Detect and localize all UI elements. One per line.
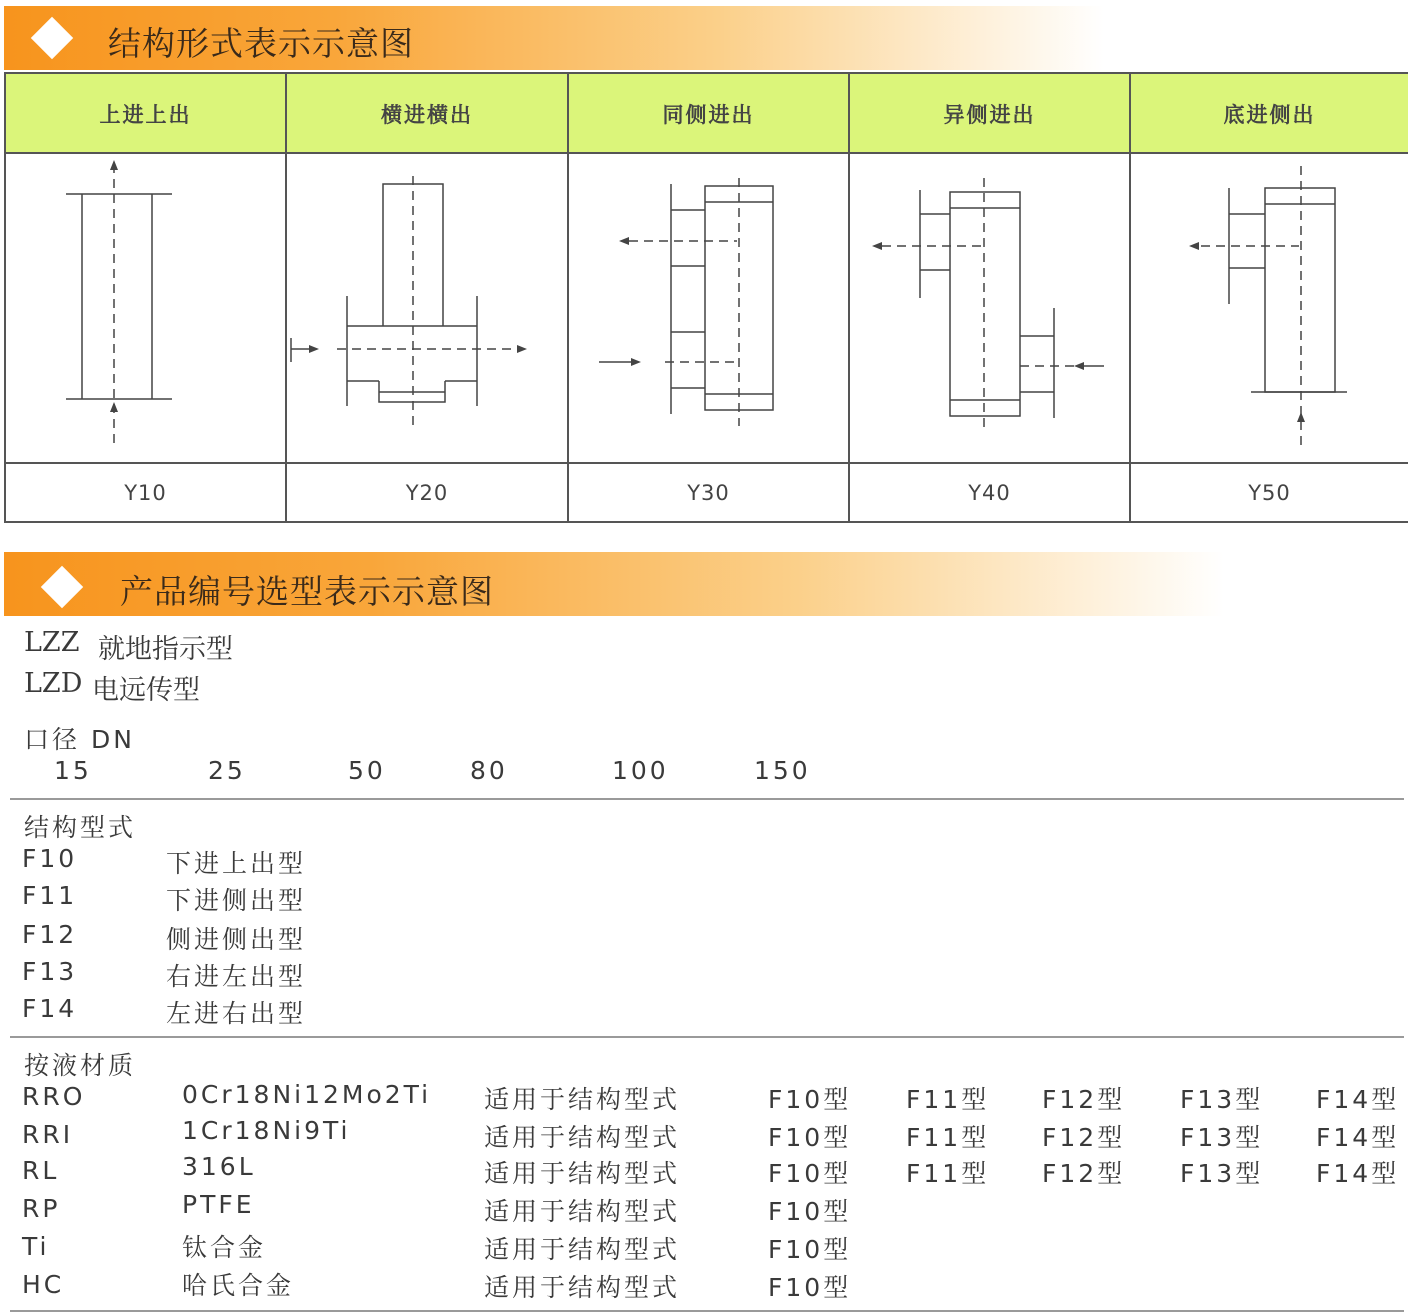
diagram-y30 — [569, 156, 848, 462]
section-banner-selection — [4, 552, 1224, 616]
structure-column-y20 — [287, 74, 569, 521]
type-code: LZZ — [24, 627, 80, 658]
structure-code: Y30 — [569, 462, 848, 522]
structure-column-y40 — [850, 74, 1131, 521]
diameter-value: 80 — [470, 756, 508, 785]
material-label: 按液材质 — [24, 1051, 137, 1080]
type-label: 电远传型 — [92, 675, 200, 706]
diagram-y40 — [850, 156, 1129, 462]
diagram-y20 — [287, 156, 567, 462]
material-name: 哈氏合金 — [182, 1271, 295, 1300]
applicable-type: F10型 — [768, 1159, 852, 1188]
structure-code: F14 — [22, 994, 78, 1023]
column-header: 底进侧出 — [1223, 103, 1316, 127]
column-header: 横进横出 — [381, 103, 473, 127]
applicable-type: F13型 — [1180, 1159, 1264, 1188]
applicable-type: F14型 — [1316, 1123, 1400, 1152]
material-code: RRO — [22, 1082, 86, 1111]
structure-table — [4, 72, 1408, 523]
applicable-type: F12型 — [1042, 1159, 1126, 1188]
divider — [10, 1036, 1404, 1038]
diameter-value: 50 — [348, 756, 386, 785]
structure-desc: 侧进侧出型 — [166, 925, 307, 954]
column-header: 异侧进出 — [943, 103, 1036, 127]
structure-column-y10 — [6, 74, 287, 521]
material-name: 钛合金 — [182, 1233, 267, 1262]
applicable-type: F12型 — [1042, 1085, 1126, 1114]
applicable-type: F10型 — [768, 1123, 852, 1152]
divider — [10, 798, 1404, 800]
applicable-type: F11型 — [906, 1085, 990, 1114]
column-header: 上进上出 — [99, 103, 192, 127]
applicable-type: F12型 — [1042, 1123, 1126, 1152]
type-label: 就地指示型 — [98, 634, 233, 665]
diagram-y10 — [6, 156, 285, 462]
material-name: 0Cr18Ni12Mo2Ti — [182, 1080, 432, 1109]
applicable-type: F10型 — [768, 1235, 852, 1264]
structure-code: F13 — [22, 957, 78, 986]
applicable-type: F10型 — [768, 1273, 852, 1302]
diameter-value: 15 — [54, 756, 92, 785]
applicable-type: F11型 — [906, 1123, 990, 1152]
material-code: Ti — [22, 1232, 50, 1261]
material-name: 316L — [182, 1152, 256, 1181]
structure-code: Y50 — [1131, 462, 1408, 522]
applicable-type: F11型 — [906, 1159, 990, 1188]
applicable-type: F10型 — [768, 1085, 852, 1114]
applies-label: 适用于结构型式 — [484, 1197, 681, 1226]
structure-desc: 右进左出型 — [166, 962, 307, 991]
material-code: HC — [22, 1270, 65, 1299]
applicable-type: F10型 — [768, 1197, 852, 1226]
applicable-type: F13型 — [1180, 1123, 1264, 1152]
diameter-label: 口径 DN — [24, 725, 135, 754]
material-name: PTFE — [182, 1190, 255, 1219]
material-code: RP — [22, 1194, 61, 1223]
applies-label: 适用于结构型式 — [484, 1085, 681, 1114]
diameter-value: 150 — [754, 756, 811, 785]
structure-code: Y10 — [6, 462, 285, 522]
applies-label: 适用于结构型式 — [484, 1159, 681, 1188]
applies-label: 适用于结构型式 — [484, 1123, 681, 1152]
section-title: 产品编号选型表示示意图 — [120, 572, 494, 611]
diamond-icon — [31, 17, 73, 59]
applies-label: 适用于结构型式 — [484, 1235, 681, 1264]
diamond-icon — [41, 566, 83, 608]
structure-column-y50 — [1131, 74, 1408, 521]
applicable-type: F13型 — [1180, 1085, 1264, 1114]
divider — [10, 1310, 1404, 1312]
diagram-y50 — [1131, 156, 1408, 462]
structure-column-y30 — [569, 74, 850, 521]
applicable-type: F14型 — [1316, 1085, 1400, 1114]
structure-code: Y40 — [850, 462, 1129, 522]
material-code: RRI — [22, 1120, 74, 1149]
diameter-value: 25 — [208, 756, 246, 785]
applies-label: 适用于结构型式 — [484, 1273, 681, 1302]
structure-code: Y20 — [287, 462, 567, 522]
structure-desc: 左进右出型 — [166, 999, 307, 1028]
section-banner-structure — [4, 6, 1104, 70]
diameter-value: 100 — [612, 756, 669, 785]
type-code: LZD — [24, 668, 83, 699]
structure-code: F12 — [22, 920, 78, 949]
structure-code: F11 — [22, 881, 78, 910]
material-name: 1Cr18Ni9Ti — [182, 1116, 351, 1145]
column-header: 同侧进出 — [662, 103, 755, 127]
structure-desc: 下进上出型 — [166, 849, 307, 878]
material-code: RL — [22, 1156, 60, 1185]
structure-code: F10 — [22, 844, 78, 873]
structure-label: 结构型式 — [24, 813, 137, 842]
applicable-type: F14型 — [1316, 1159, 1400, 1188]
structure-desc: 下进侧出型 — [166, 886, 307, 915]
section-title: 结构形式表示示意图 — [108, 24, 414, 63]
